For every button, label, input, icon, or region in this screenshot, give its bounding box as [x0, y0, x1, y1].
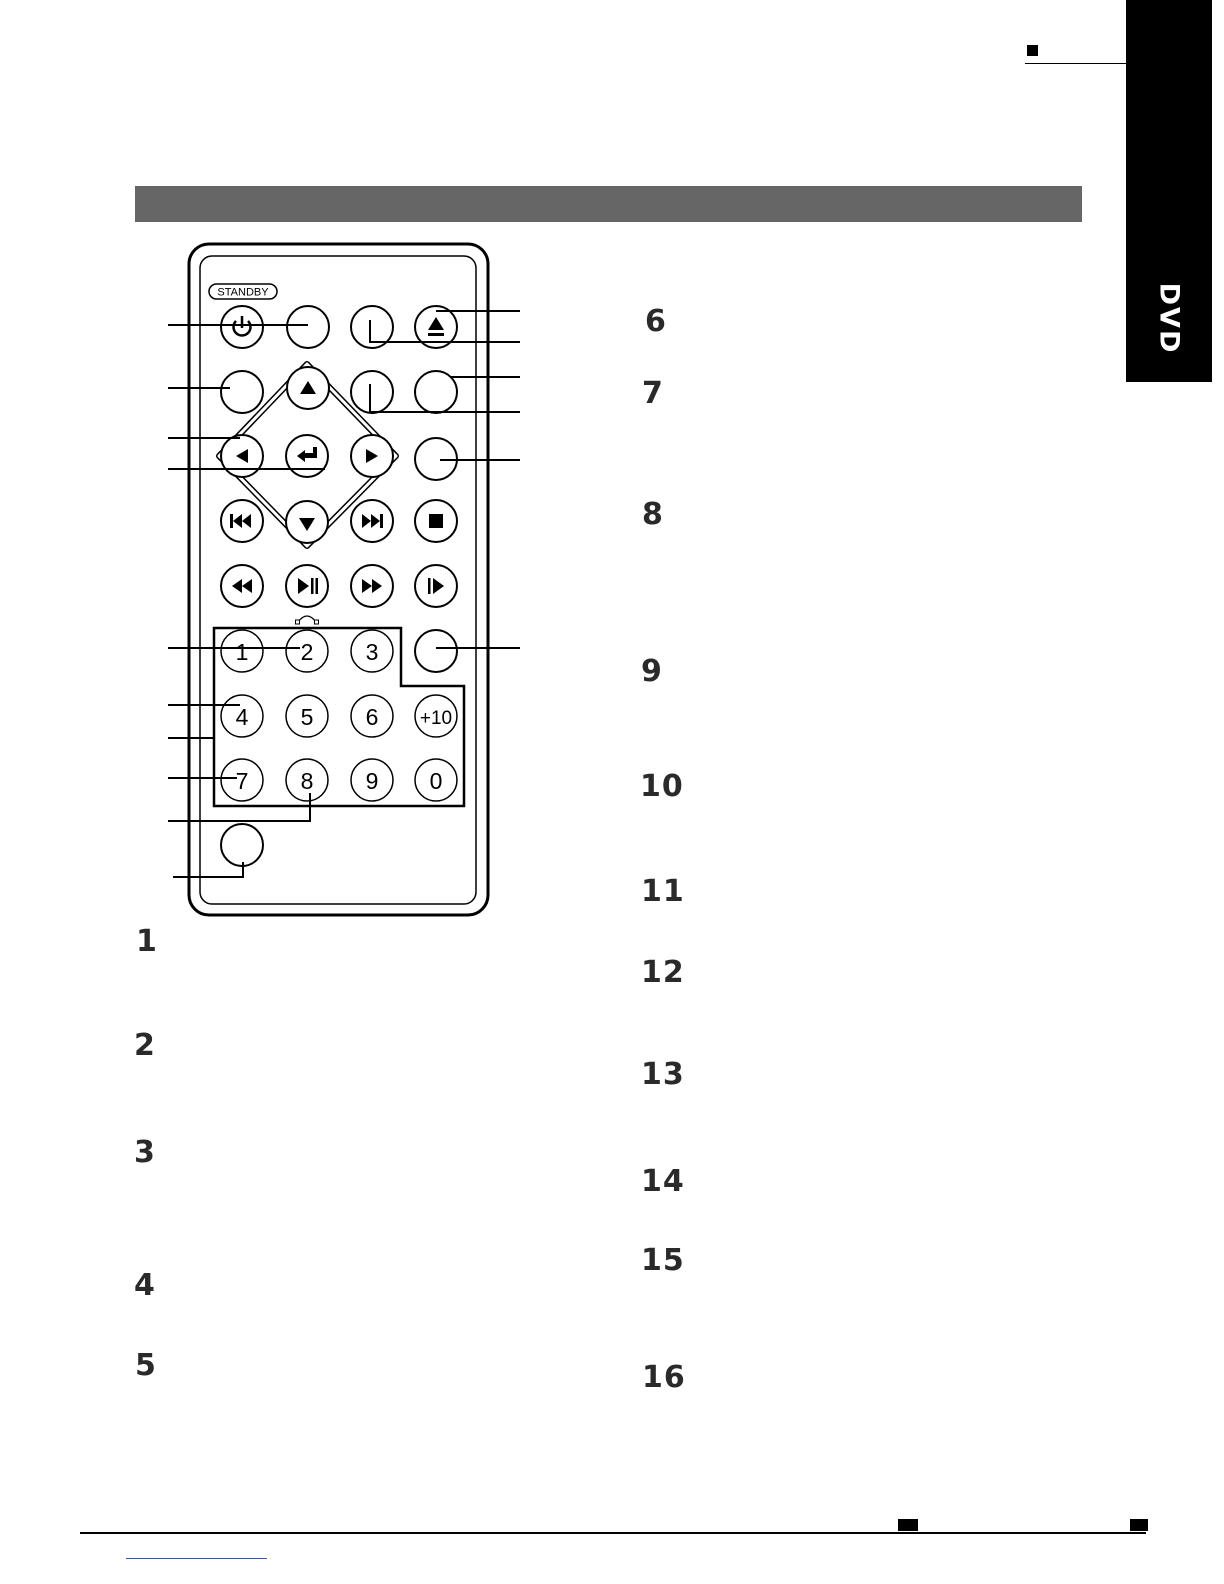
- play-pause-button[interactable]: [286, 565, 328, 607]
- section-header-bar: [135, 186, 1082, 222]
- footer-link-underline[interactable]: [126, 1558, 267, 1559]
- callout-11: 11: [641, 874, 685, 909]
- callout-8: 8: [642, 497, 664, 532]
- plus-ten-button[interactable]: [415, 695, 457, 737]
- callout-6: 6: [645, 304, 667, 339]
- svg-text:8: 8: [300, 768, 314, 794]
- svg-text:0: 0: [429, 768, 443, 794]
- digit-button-3[interactable]: [351, 630, 393, 672]
- stop-icon: [429, 514, 443, 528]
- svg-text:1: 1: [235, 639, 249, 665]
- remote-button-bottom[interactable]: [221, 824, 263, 866]
- footer-marker-square-left: [898, 1519, 918, 1531]
- fast-forward-button[interactable]: [351, 565, 393, 607]
- side-tab-label: DVD: [1153, 282, 1185, 354]
- digit-button-6[interactable]: [351, 695, 393, 737]
- digit-button-5[interactable]: [286, 695, 328, 737]
- side-tab-dvd: [1126, 0, 1212, 382]
- callout-10: 10: [640, 769, 684, 804]
- callout-14: 14: [641, 1164, 685, 1199]
- digit-button-9[interactable]: [351, 759, 393, 801]
- remote-button-row6-4[interactable]: [415, 630, 457, 672]
- svg-text:9: 9: [365, 768, 379, 794]
- callout-5: 5: [135, 1348, 157, 1383]
- nav-down-button[interactable]: [286, 501, 328, 543]
- nav-right-button[interactable]: [351, 435, 393, 477]
- remote-button-row1-2[interactable]: [287, 306, 329, 348]
- remote-control-diagram: [160, 238, 530, 922]
- svg-text:5: 5: [300, 704, 314, 730]
- digit-button-8[interactable]: [286, 759, 328, 801]
- callout-9: 9: [641, 654, 663, 689]
- svg-text:4: 4: [235, 704, 249, 730]
- digit-button-2[interactable]: [286, 630, 328, 672]
- side-tab-label-box: [1126, 283, 1212, 353]
- callout-16: 16: [642, 1360, 686, 1395]
- digit-button-1[interactable]: [221, 630, 263, 672]
- rewind-button[interactable]: [221, 565, 263, 607]
- callout-2: 2: [134, 1028, 156, 1063]
- callout-7: 7: [642, 376, 664, 411]
- footer-marker-square-right: [1130, 1519, 1148, 1531]
- header-marker-square: [1027, 45, 1038, 56]
- header-rule: [1025, 63, 1126, 64]
- svg-text:2: 2: [300, 639, 314, 665]
- stop-button[interactable]: [415, 500, 457, 542]
- slow-forward-button[interactable]: [415, 565, 457, 607]
- callout-13: 13: [641, 1057, 685, 1092]
- next-button[interactable]: [351, 500, 393, 542]
- callout-3: 3: [134, 1135, 156, 1170]
- remote-button-row2-1[interactable]: [221, 371, 263, 413]
- svg-text:7: 7: [235, 768, 249, 794]
- power-button[interactable]: [221, 306, 263, 348]
- footer-rule: [80, 1532, 1146, 1534]
- nav-left-button[interactable]: [221, 435, 263, 477]
- svg-text:+10: +10: [419, 708, 453, 729]
- enter-button[interactable]: [286, 435, 328, 477]
- previous-button[interactable]: [221, 500, 263, 542]
- callout-12: 12: [641, 955, 685, 990]
- digit-button-0[interactable]: [415, 759, 457, 801]
- digit-button-4[interactable]: [221, 695, 263, 737]
- digit-button-7[interactable]: [221, 759, 263, 801]
- svg-text:6: 6: [365, 704, 379, 730]
- standby-label: STANDBY: [217, 286, 269, 299]
- svg-text:3: 3: [365, 639, 379, 665]
- callout-15: 15: [641, 1243, 685, 1278]
- remote-button-row2-3[interactable]: [351, 371, 393, 413]
- nav-up-button[interactable]: [287, 367, 329, 409]
- callout-4: 4: [134, 1268, 156, 1303]
- callout-1: 1: [136, 924, 158, 959]
